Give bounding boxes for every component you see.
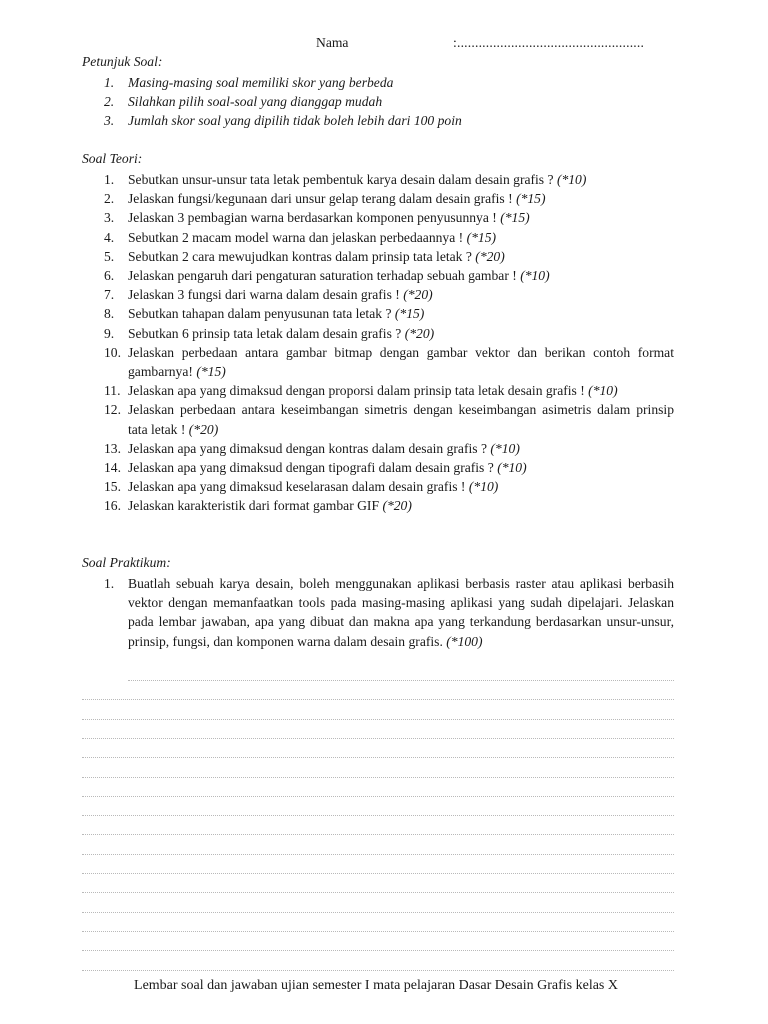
item-number: 6. xyxy=(104,268,115,284)
item-score: (*15) xyxy=(196,364,226,380)
footer-text: Lembar soal dan jawaban ujian semester I mata pelajaran Dasar Desain Grafis kelas X xyxy=(134,978,618,993)
item-text: Jelaskan karakteristik dari format gambar GIF xyxy=(128,498,380,514)
list-item xyxy=(82,73,674,92)
footer xyxy=(0,978,768,994)
list-item xyxy=(82,170,674,189)
answer-line[interactable] xyxy=(82,892,674,893)
item-number: 11. xyxy=(104,383,121,399)
item-text: Jelaskan apa yang dimaksud keselarasan dalam desain grafis ! xyxy=(128,479,466,495)
answer-line[interactable] xyxy=(82,950,674,951)
list-item xyxy=(82,304,674,323)
item-score: (*10) xyxy=(497,460,527,476)
list-item xyxy=(82,92,674,111)
list-item xyxy=(82,381,674,400)
item-score: (*10) xyxy=(490,440,520,456)
item-number: 8. xyxy=(104,306,115,322)
list-item xyxy=(82,285,674,304)
answer-line[interactable] xyxy=(82,970,674,971)
list-item xyxy=(82,439,674,458)
list-item xyxy=(82,247,674,266)
item-score: (*10) xyxy=(520,268,550,284)
item-number: 3. xyxy=(104,113,115,129)
petunjuk-list xyxy=(82,73,674,131)
item-number: 2. xyxy=(104,94,115,110)
item-number: 1. xyxy=(104,75,115,90)
petunjuk-title: Petunjuk Soal: xyxy=(82,54,163,69)
item-text: Masing-masing soal memiliki skor yang berbeda xyxy=(128,75,394,90)
answer-line[interactable] xyxy=(82,777,674,778)
item-text: Jelaskan apa yang dimaksud dengan tipografi dalam desain grafis ? xyxy=(128,460,494,476)
teori-list xyxy=(82,170,674,516)
item-text: Sebutkan unsur-unsur tata letak pembentuk karya desain dalam desain grafis ? xyxy=(128,172,554,187)
item-score: (*10) xyxy=(468,479,499,495)
item-score: (*20) xyxy=(404,325,435,341)
item-number: 7. xyxy=(104,287,115,303)
answer-line[interactable] xyxy=(82,757,674,758)
item-text: Buatlah sebuah karya desain, boleh menggunakan aplikasi berbasis raster atau aplikasi berbasih vektor dengan memanfaatkan tools pada masing-masing aplikasi yang sudah dipelajari. Jelaskan pada lembar jawaban, apa yang dibuat dan makna apa yang terkandung berdasarkan unsur-unsur, prinsip, fungsi, dan komponen warna dalam desain grafis. xyxy=(128,576,674,649)
item-text: Jelaskan 3 fungsi dari warna dalam desain grafis ! xyxy=(128,287,400,303)
answer-line[interactable] xyxy=(82,912,674,913)
teori-title: Soal Teori: xyxy=(82,151,143,166)
list-item xyxy=(82,111,674,130)
item-text: Jelaskan apa yang dimaksud dengan kontras dalam desain grafis ? xyxy=(128,440,487,456)
answer-line[interactable] xyxy=(82,854,674,855)
item-score: (*20) xyxy=(475,248,505,264)
item-number: 16. xyxy=(104,498,121,514)
list-item xyxy=(82,324,674,343)
answer-line[interactable] xyxy=(82,931,674,932)
item-text: Jelaskan pengaruh dari pengaturan saturation terhadap sebuah gambar ! xyxy=(128,268,517,284)
list-item xyxy=(82,189,674,208)
item-text: Jelaskan 3 pembagian warna berdasarkan komponen penyusunnya ! xyxy=(128,210,497,226)
item-number: 5. xyxy=(104,248,115,264)
item-text: Silahkan pilih soal-soal yang dianggap mudah xyxy=(128,94,383,110)
item-text: Jelaskan apa yang dimaksud dengan proporsi dalam prinsip tata letak desain grafis ! xyxy=(128,383,585,399)
item-score: (*10) xyxy=(556,172,587,187)
item-text: Jelaskan perbedaan antara gambar bitmap dengan gambar vektor dan berikan contoh format gambarnya! xyxy=(128,344,674,380)
item-number: 3. xyxy=(104,210,115,226)
item-number: 12. xyxy=(104,402,121,418)
item-number: 4. xyxy=(104,229,115,245)
item-number: 15. xyxy=(104,479,121,495)
item-text: Sebutkan tahapan dalam penyusunan tata letak ? xyxy=(128,306,392,322)
item-text: Sebutkan 2 macam model warna dan jelaskan perbedaannya ! xyxy=(128,229,464,245)
answer-line[interactable] xyxy=(82,719,674,720)
item-text: Jelaskan fungsi/kegunaan dari unsur gelap terang dalam desain grafis ! xyxy=(128,191,513,207)
item-number: 14. xyxy=(104,460,121,476)
item-score: (*100) xyxy=(446,633,483,649)
praktikum-list xyxy=(82,574,674,651)
item-number: 10. xyxy=(104,344,121,360)
list-item xyxy=(82,343,674,381)
item-score: (*15) xyxy=(500,210,530,226)
list-item xyxy=(82,574,674,651)
item-score: (*20) xyxy=(403,287,433,303)
list-item xyxy=(82,266,674,285)
item-number: 2. xyxy=(104,191,115,207)
praktikum-title: Soal Praktikum: xyxy=(82,555,171,570)
list-item xyxy=(82,400,674,438)
list-item xyxy=(82,458,674,477)
list-item xyxy=(82,496,674,515)
item-score: (*20) xyxy=(188,421,219,437)
item-text: Jumlah skor soal yang dipilih tidak boleh lebih dari 100 poin xyxy=(128,113,462,129)
item-text: Sebutkan 2 cara mewujudkan kontras dalam prinsip tata letak ? xyxy=(128,248,472,264)
list-item xyxy=(82,208,674,227)
list-item xyxy=(82,477,674,496)
item-number: 9. xyxy=(104,325,115,341)
item-text: Sebutkan 6 prinsip tata letak dalam desain grafis ? xyxy=(128,325,402,341)
answer-line[interactable] xyxy=(82,699,674,700)
item-score: (*10) xyxy=(588,383,618,399)
item-score: (*15) xyxy=(516,191,546,207)
item-text: Jelaskan perbedaan antara keseimbangan simetris dengan keseimbangan asimetris dalam prinsip tata letak ! xyxy=(128,402,674,437)
item-number: 1. xyxy=(104,576,115,591)
list-item xyxy=(82,228,674,247)
item-number: 13. xyxy=(104,440,121,456)
answer-line[interactable] xyxy=(82,873,674,874)
name-fill-dots: :.................................................... xyxy=(453,35,645,50)
item-number: 1. xyxy=(104,172,115,187)
name-field-line xyxy=(0,35,768,53)
name-label: Nama xyxy=(316,35,349,50)
item-score: (*15) xyxy=(466,229,497,245)
answer-line[interactable] xyxy=(128,680,674,681)
item-score: (*20) xyxy=(382,498,412,514)
answer-line[interactable] xyxy=(82,738,674,739)
answer-line[interactable] xyxy=(82,815,674,816)
item-score: (*15) xyxy=(394,306,425,322)
answer-line[interactable] xyxy=(82,834,674,835)
answer-line[interactable] xyxy=(82,796,674,797)
